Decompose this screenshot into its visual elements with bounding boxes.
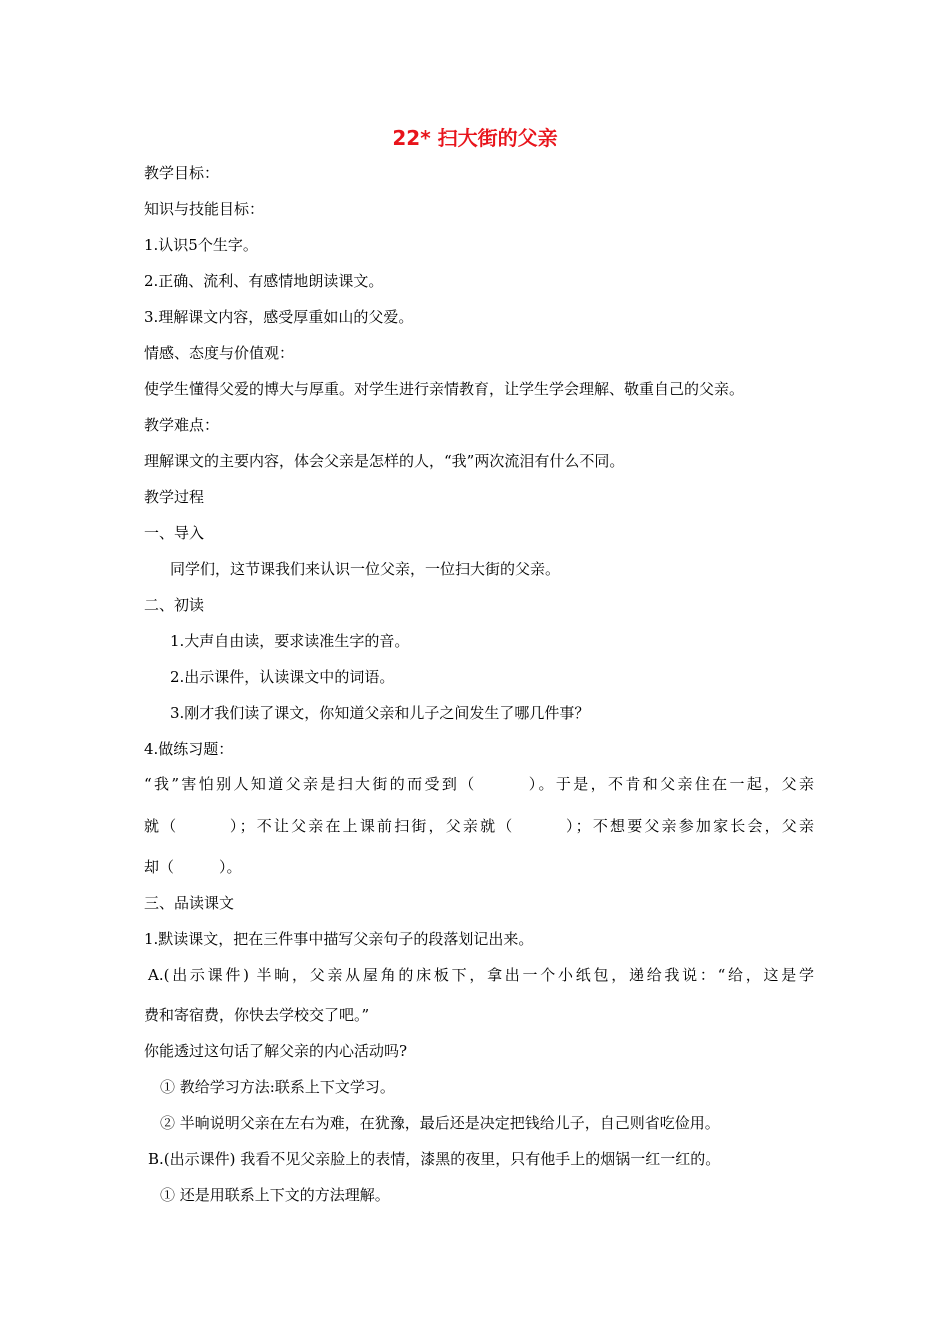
method-note-3: ① 还是用联系上下文的方法理解。 — [160, 1186, 390, 1204]
difficulty-text: 理解课文的主要内容，体会父亲是怎样的人，“我”两次流泪有什么不同。 — [144, 452, 625, 470]
method-note-2: ② 半晌说明父亲在左右为难，在犹豫，最后还是决定把钱给儿子，自己则省吃俭用。 — [160, 1114, 720, 1132]
passage-b: B.(出示课件) 我看不见父亲脸上的表情，漆黑的夜里，只有他手上的烟锅一红一红的。 — [148, 1150, 721, 1168]
exercise-line-1: “我”害怕别人知道父亲是扫大街的而受到（ ）。于是，不肯和父亲住在一起，父亲 — [144, 775, 814, 793]
heading-teaching-goals: 教学目标： — [144, 164, 220, 182]
section-close-reading: 三、品读课文 — [144, 894, 235, 912]
emotion-goal-text: 使学生懂得父爱的博大与厚重。对学生进行亲情教育，让学生学会理解、敬重自己的父亲。 — [144, 380, 745, 398]
section-first-reading: 二、初读 — [144, 596, 205, 614]
section-intro: 一、导入 — [144, 524, 205, 542]
exercise-line-2: 就（ ）；不让父亲在上课前扫街，父亲就（ ）；不想要父亲参加家长会，父亲 — [144, 817, 814, 835]
method-note-1: ① 教给学习方法:联系上下文学习。 — [160, 1078, 395, 1096]
subheading-emotion-values: 情感、态度与价值观： — [144, 344, 295, 362]
subheading-knowledge-skills: 知识与技能目标： — [144, 200, 265, 218]
heading-teaching-difficulty: 教学难点： — [144, 416, 220, 434]
passage-a-line-1: A.(出示课件) 半晌，父亲从屋角的床板下，拿出一个小纸包，递给我说：“给，这是学 — [148, 966, 814, 984]
intro-text: 同学们，这节课我们来认识一位父亲，一位扫大街的父亲。 — [170, 560, 561, 578]
first-reading-step-2: 2.出示课件，认读课文中的词语。 — [170, 668, 395, 686]
exercise-heading: 4.做练习题： — [144, 740, 234, 758]
first-reading-step-1: 1.大声自由读，要求读准生字的音。 — [170, 632, 410, 650]
goal-item-2: 2.正确、流利、有感情地朗读课文。 — [144, 272, 384, 290]
exercise-line-3: 却（ ）。 — [144, 858, 242, 876]
goal-item-1: 1.认识5个生字。 — [144, 236, 258, 254]
first-reading-step-3: 3.刚才我们读了课文，你知道父亲和儿子之间发生了哪几件事？ — [170, 704, 590, 722]
close-reading-step-1: 1.默读课文，把在三件事中描写父亲句子的段落划记出来。 — [144, 930, 534, 948]
heading-teaching-process: 教学过程 — [144, 488, 205, 506]
goal-item-3: 3.理解课文内容，感受厚重如山的父爱。 — [144, 308, 414, 326]
question-inner-thoughts: 你能透过这句话了解父亲的内心活动吗? — [144, 1042, 408, 1060]
passage-a-line-2: 费和寄宿费，你快去学校交了吧。” — [144, 1006, 370, 1024]
document-title: 22* 扫大街的父亲 — [392, 126, 558, 150]
